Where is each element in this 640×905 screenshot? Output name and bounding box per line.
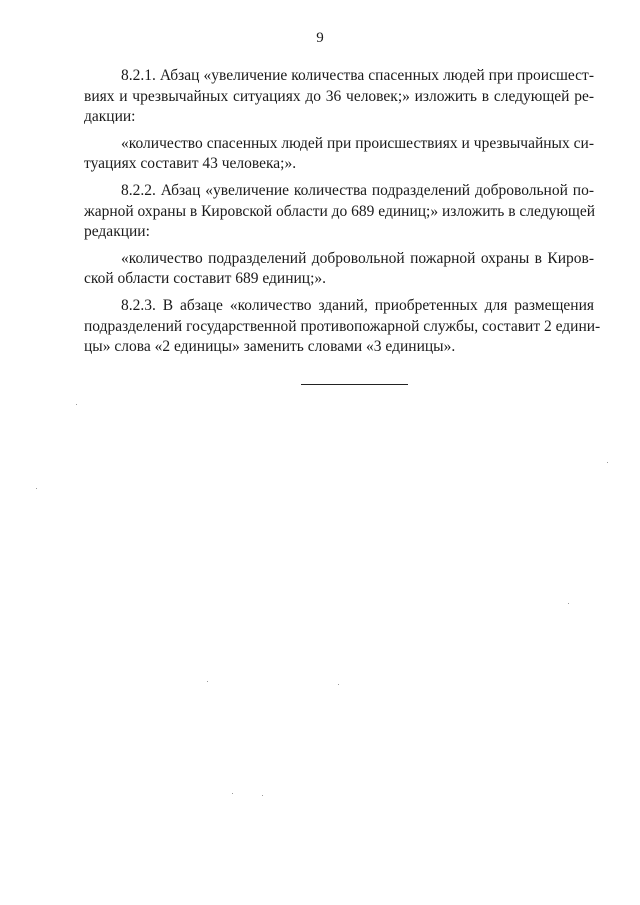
scan-speck [568,603,569,604]
scan-speck [76,404,77,405]
text-line: «количество подразделений добровольной пожарной охраны в Киров- [121,249,594,267]
quote-8-2-2 [84,249,594,290]
scan-speck [262,795,263,796]
text-line: виях и чрезвычайных ситуациях до 36 человек;» изложить в следующей ре- [84,87,594,105]
end-separator-line [301,384,408,385]
scan-speck [232,793,233,794]
text-line: подразделений государственной противопожарной службы, составит 2 едини- [84,317,601,335]
scan-speck [36,488,37,489]
text-line: «количество спасенных людей при происшествиях и чрезвычайных си- [121,134,594,152]
text-line: 8.2.3. В абзаце «количество зданий, приобретенных для размещения [121,296,594,314]
text-line: дакции: [84,108,136,126]
document-body [84,66,601,358]
paragraph-8-2-2 [84,181,594,243]
text-line: ской области составит 689 единиц;». [84,270,327,288]
text-line: жарной охраны в Кировской области до 689 единиц;» изложить в следующей [84,202,596,220]
text-line: 8.2.1. Абзац «увеличение количества спасенных людей при происшест- [121,67,594,84]
scan-speck [207,681,208,682]
text-line: цы» слова «2 единицы» заменить словами «3 единицы». [84,338,456,356]
scan-speck [338,684,339,685]
quote-8-2-1 [84,134,594,175]
paragraph-8-2-3 [84,296,601,358]
text-line: 8.2.2. Абзац «увеличение количества подразделений добровольной по- [121,181,594,199]
scan-speck [607,462,608,463]
page-number: 9 [316,30,324,46]
paragraph-8-2-1 [84,66,594,128]
text-line: редакции: [84,223,150,241]
text-line: туациях составит 43 человека;». [84,155,297,173]
